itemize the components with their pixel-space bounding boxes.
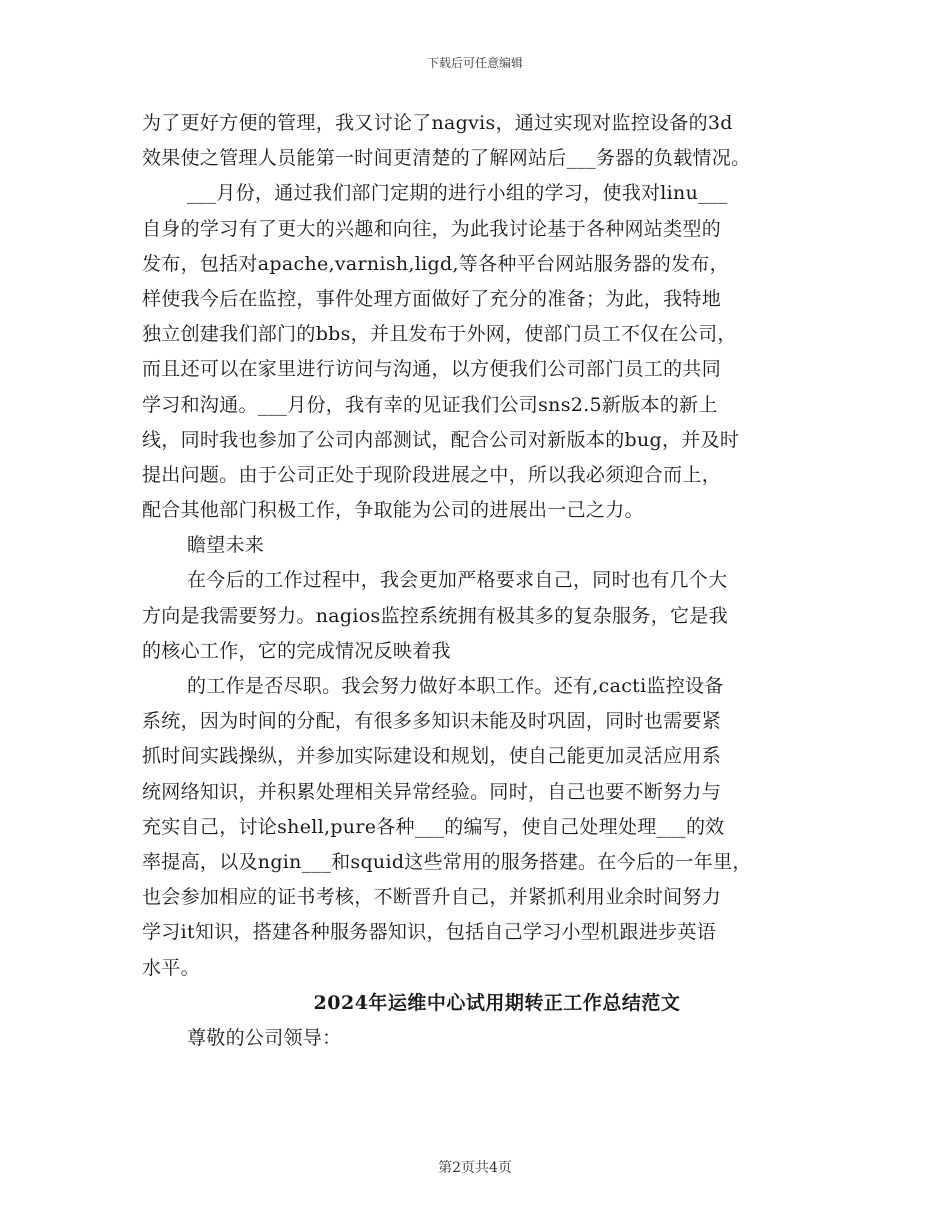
paragraph-line: 发布，包括对apache,varnish,ligd,等各种平台网站服务器的发布，	[142, 252, 729, 275]
paragraph-line: 系统，因为时间的分配，有很多多知识未能及时巩固，同时也需要紧	[142, 710, 722, 733]
paragraph-line: 线，同时我也参加了公司内部测试，配合公司对新版本的bug，并及时	[142, 428, 740, 451]
paragraph-line: 在今后的工作过程中，我会更加严格要求自己，同时也有几个大	[187, 569, 728, 592]
paragraph-line: 统网络知识，并积累处理相关异常经验。同时，自己也要不断努力与	[142, 780, 722, 803]
section-heading: 瞻望未来	[187, 534, 265, 557]
page-footer: 第2页共4页	[438, 1160, 512, 1176]
paragraph-line: 提出问题。由于公司正处于现阶段进展之中，所以我必须迎合而上，	[142, 463, 722, 486]
document-body	[142, 106, 832, 1056]
paragraph-line: 的工作是否尽职。我会努力做好本职工作。还有,cacti监控设备	[187, 675, 724, 697]
page-header: 下载后可任意编辑	[426, 56, 523, 70]
paragraph-line: 配合其他部门积极工作，争取能为公司的进展出一己之力。	[142, 499, 644, 522]
paragraph-line: 学习和沟通。___月份，我有幸的见证我们公司sns2.5新版本的新上	[142, 393, 718, 416]
paragraph-line: 的核心工作，它的完成情况反映着我	[142, 639, 451, 662]
paragraph-line: 而且还可以在家里进行访问与沟通，以方便我们公司部门员工的共同	[142, 358, 722, 381]
paragraph-line: 自身的学习有了更大的兴趣和向往，为此我讨论基于各种网站类型的	[142, 217, 722, 240]
document-title: 2024年运维中心试用期转正工作总结范文	[313, 991, 681, 1014]
paragraph-line: 样使我今后在监控，事件处理方面做好了充分的准备；为此，我特地	[142, 287, 722, 310]
paragraph-line: 效果使之管理人员能第一时间更清楚的了解网站后___务器的负载情况。	[142, 147, 751, 170]
paragraph-line: ___月份，通过我们部门定期的进行小组的学习，使我对linu___	[187, 182, 728, 205]
paragraph-line: 率提高，以及ngin___和squid这些常用的服务搭建。在今后的一年里，	[142, 850, 752, 873]
paragraph-line: 水平。	[142, 956, 200, 979]
paragraph-line: 抓时间实践操纵，并参加实际建设和规划，使自己能更加灵活应用系	[142, 745, 722, 768]
paragraph-line: 充实自己，讨论shell,pure各种___的编写，使自己处理处理___的效	[142, 815, 725, 838]
paragraph-line: 也会参加相应的证书考核，不断晋升自己，并紧抓利用业余时间努力	[142, 886, 722, 909]
paragraph-line: 方向是我需要努力。nagios监控系统拥有极其多的复杂服务，它是我	[142, 604, 728, 627]
salutation: 尊敬的公司领导：	[187, 1026, 342, 1049]
paragraph-line: 学习it知识，搭建各种服务器知识，包括自己学习小型机跟进步英语	[142, 921, 717, 944]
paragraph-line: 为了更好方便的管理，我又讨论了nagvis，通过实现对监控设备的3d	[142, 112, 733, 134]
paragraph-line: 独立创建我们部门的bbs，并且发布于外网，使部门员工不仅在公司，	[142, 323, 737, 346]
